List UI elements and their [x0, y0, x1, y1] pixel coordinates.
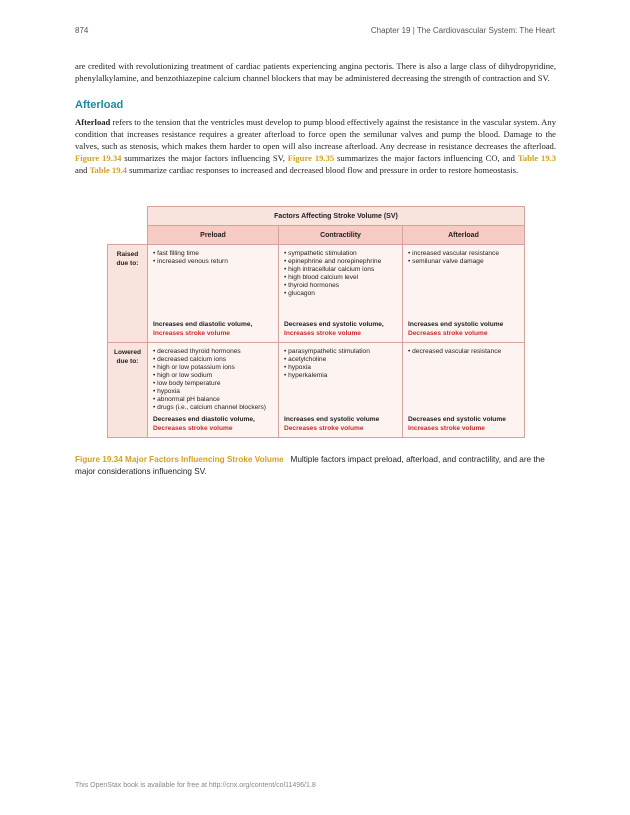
result-stroke-volume: Increases stroke volume [284, 329, 361, 337]
cell-result [153, 321, 274, 338]
figure-stroke-volume-table [107, 206, 524, 438]
paragraph-text: and [75, 165, 90, 175]
factor-list [153, 250, 274, 266]
paragraph-text: refers to the tension that the ventricles must develop to pump blood effectively against the resistance in the vascular system. Any condition that increases resistance requires a greater afterload to force open the semilunar valves and pump the blood. Damage to the valves, such as stenosis, which makes them harder to open will also increase afterload. Any decrease in resistance decreases the afterload. [75, 117, 556, 151]
cell-result [284, 321, 398, 338]
list-item: • low body temperature [153, 380, 274, 388]
paragraph-text: summarize cardiac responses to increased and decreased blood flow and pressure in order to restore homeostasis. [126, 165, 519, 175]
cell-content [408, 348, 520, 433]
cell-content [408, 250, 520, 338]
result-volume: Increases end systolic volume [284, 416, 380, 423]
list-item: • increased venous return [153, 258, 274, 266]
column-header-afterload: Afterload [403, 226, 525, 245]
list-item: • hyperkalemia [284, 372, 398, 380]
result-volume: Increases end systolic volume [408, 321, 504, 328]
column-header-contractility: Contractility [279, 226, 403, 245]
list-item: • thyroid hormones [284, 282, 398, 290]
caption-text: Multiple factors impact preload, afterload, and contractility, and are the major considerations influencing SV. [75, 455, 545, 476]
list-item: • hypoxia [284, 364, 398, 372]
row-header-lowered [108, 343, 148, 438]
xref-figure-19-34[interactable]: Figure 19.34 [75, 153, 122, 163]
factor-list [408, 348, 520, 356]
list-item: • sympathetic stimulation [284, 250, 398, 258]
cell-content [284, 348, 398, 433]
result-stroke-volume: Decreases stroke volume [284, 424, 364, 432]
factors-table [107, 206, 525, 438]
chapter-header: Chapter 19 | The Cardiovascular System: The Heart [370, 26, 555, 35]
result-volume: Decreases end systolic volume [408, 416, 506, 423]
figure-caption [75, 454, 556, 478]
list-item: • hypoxia [153, 388, 274, 396]
factor-list [284, 250, 398, 298]
table-cell [279, 343, 403, 438]
list-item: • increased vascular resistance [408, 250, 520, 258]
row-label: due to: [116, 259, 139, 267]
list-item: • decreased thyroid hormones [153, 348, 274, 356]
list-item: • drugs (i.e., calcium channel blockers) [153, 404, 274, 412]
afterload-paragraph [75, 116, 556, 176]
list-item: • semilunar valve damage [408, 258, 520, 266]
section-heading-afterload: Afterload [75, 99, 124, 111]
result-volume: Decreases end systolic volume, [284, 321, 384, 328]
factor-list [284, 348, 398, 380]
xref-figure-19-35[interactable]: Figure 19.35 [287, 153, 335, 163]
list-item: • high or low potassium ions [153, 364, 274, 372]
table-corner [108, 207, 148, 226]
list-item: • parasympathetic stimulation [284, 348, 398, 356]
row-label: Lowered [113, 349, 142, 356]
cell-result [408, 416, 520, 433]
table-cell [403, 245, 525, 343]
list-item: • high blood calcium level [284, 274, 398, 282]
list-item: • fast filling time [153, 250, 274, 258]
cell-result [153, 416, 274, 433]
result-volume: Decreases end diastolic volume, [153, 416, 255, 423]
result-stroke-volume: Increases stroke volume [408, 424, 485, 432]
row-label: due to: [116, 357, 139, 365]
cell-content [153, 250, 274, 338]
xref-table-19-3[interactable]: Table 19.3 [517, 153, 557, 163]
term-afterload: Afterload [75, 117, 111, 127]
row-label: Raised [116, 251, 139, 258]
table-cell [148, 245, 279, 343]
footer-note: This OpenStax book is available for free at http://cnx.org/content/col11496/1.8 [75, 782, 316, 789]
table-title: Factors Affecting Stroke Volume (SV) [148, 207, 525, 226]
result-stroke-volume: Decreases stroke volume [408, 329, 488, 337]
list-item: • glucagon [284, 290, 398, 298]
list-item: • abnormal pH balance [153, 396, 274, 404]
paragraph-text: summarizes the major factors influencing SV, [121, 153, 288, 163]
xref-table-19-4[interactable]: Table 19.4 [89, 165, 127, 175]
cell-content [284, 250, 398, 338]
result-stroke-volume: Increases stroke volume [153, 329, 230, 337]
page-number: 874 [75, 26, 89, 35]
table-cell [279, 245, 403, 343]
factor-list [408, 250, 520, 266]
list-item: • high intracellular calcium ions [284, 266, 398, 274]
list-item: • decreased calcium ions [153, 356, 274, 364]
intro-paragraph: are credited with revolutionizing treatment of cardiac patients experiencing angina pectoris. There is also a large class of dihydropyridine, phenylalkylamine, and benzothiazepine calcium channel blockers that may be administered decreasing the strength of contraction and SV. [75, 61, 556, 83]
cell-result [284, 416, 398, 433]
table-cell [403, 343, 525, 438]
list-item: • epinephrine and norepinephrine [284, 258, 398, 266]
factor-list [153, 348, 274, 412]
table-corner [108, 226, 148, 245]
row-header-raised [108, 245, 148, 343]
result-stroke-volume: Decreases stroke volume [153, 424, 233, 432]
cell-result [408, 321, 520, 338]
table-cell [148, 343, 279, 438]
paragraph-text: summarizes the major factors influencing CO, and [334, 153, 518, 163]
cell-content [153, 348, 274, 433]
list-item: • acetylcholine [284, 356, 398, 364]
list-item: • decreased vascular resistance [408, 348, 520, 356]
caption-label: Figure 19.34 Major Factors Influencing Stroke Volume [75, 455, 284, 464]
result-volume: Increases end diastolic volume, [153, 321, 253, 328]
list-item: • high or low sodium [153, 372, 274, 380]
column-header-preload: Preload [148, 226, 279, 245]
